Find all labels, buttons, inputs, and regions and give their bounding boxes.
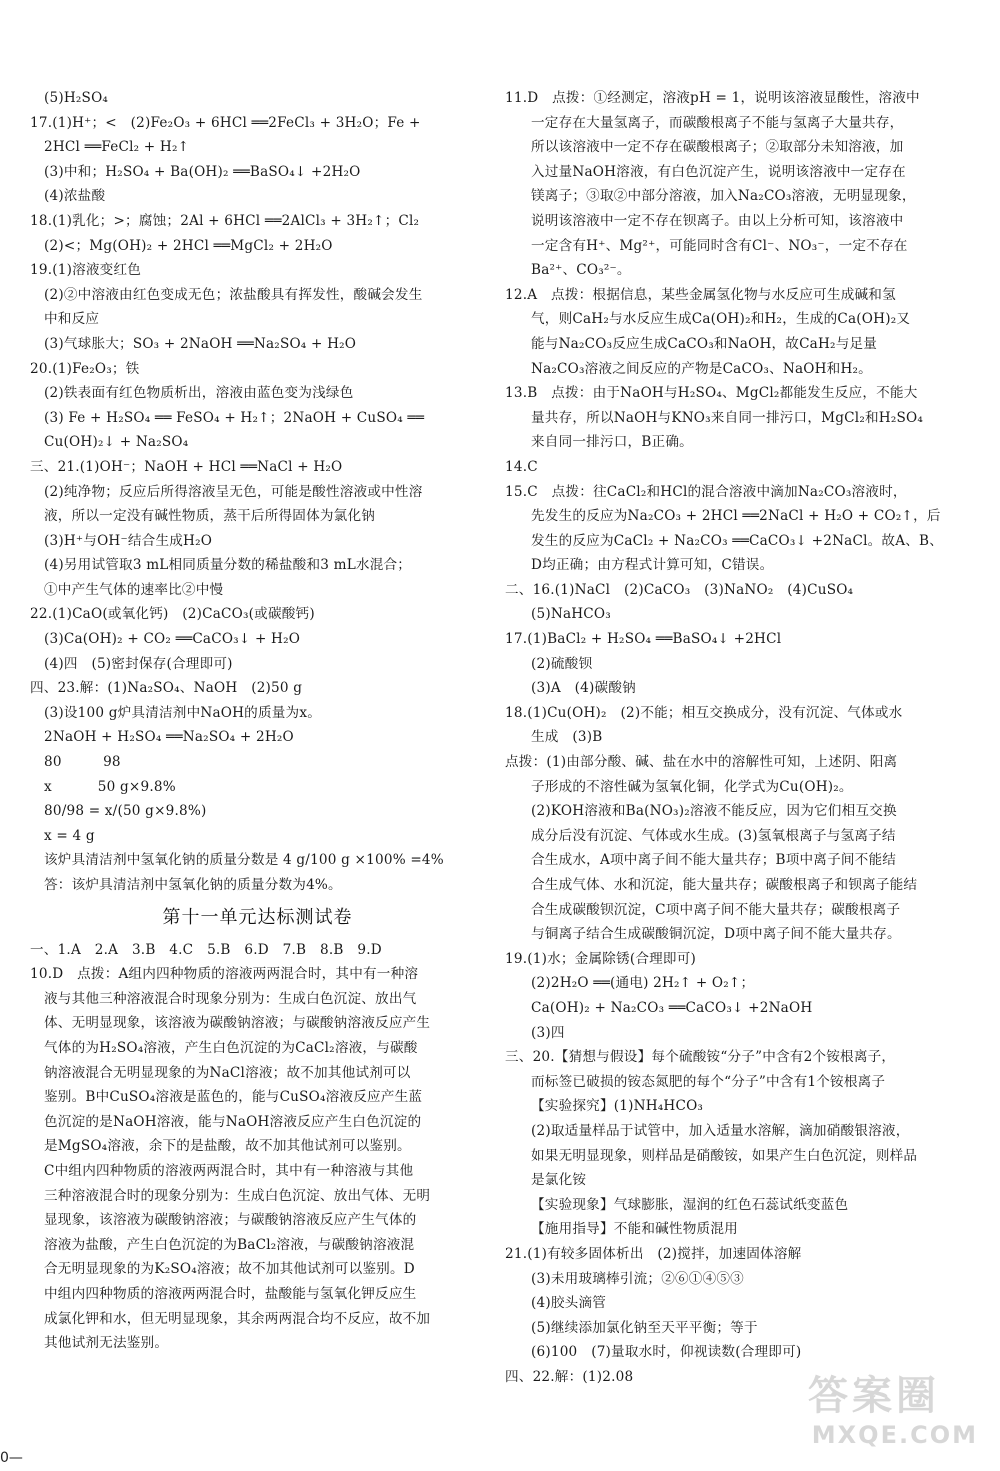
text-line: 答：该炉具清洁剂中氢氧化钠的质量分数为4%。 xyxy=(44,877,342,893)
text-line: 【实验现象】气球膨胀，湿润的红色石蕊试纸变蓝色 xyxy=(531,1196,849,1213)
text-line: (4)浓盐酸 xyxy=(44,188,106,205)
text-line: 所以该溶液中一定不存在碳酸根离子；②取部分未知溶液，加 xyxy=(531,139,904,156)
text-line: 合生成水，A项中离子间不能大量共存；B项中离子间不能结 xyxy=(531,852,897,869)
text-line: Na₂CO₃溶液之间反应的产物是CaCO₃、NaOH和H₂。 xyxy=(531,360,872,377)
text-line: 成分后没有沉淀、气体或水生成。(3)氢氧根离子与氢离子结 xyxy=(531,827,896,844)
text-line: Ca(OH)₂ + Na₂CO₃ ══CaCO₃↓ +2NaOH xyxy=(531,999,813,1016)
text-line: 钠溶液混合无明显现象的为NaCl溶液；故不加其他试剂可以 xyxy=(44,1064,411,1081)
text-line: (4)四 (5)密封保存(合理即可) xyxy=(44,655,233,672)
text-line: 13.B 点拨：由于NaOH与H₂SO₄、MgCl₂都能发生反应，不能大 xyxy=(505,385,918,402)
text-line: 是MgSO₄溶液，余下的是盐酸，故不加其他试剂可以鉴别。 xyxy=(44,1138,411,1155)
text-line: 先发生的反应为Na₂CO₃ + 2HCl ══2NaCl + H₂O + CO₂↑，后 xyxy=(531,508,941,525)
text-line: (2)②中溶液由红色变成无色；浓盐酸具有挥发性，酸碱会发生 xyxy=(44,286,423,303)
text-line: ①中产生气体的速率比②中慢 xyxy=(44,581,224,598)
watermark-logo: 答案圈 xyxy=(808,1373,940,1419)
text-line: (3)A (4)碳酸钠 xyxy=(531,680,636,697)
text-line: (3)中和；H₂SO₄ + Ba(OH)₂ ══BaSO₄↓ +2H₂O xyxy=(44,163,361,180)
right-column xyxy=(505,86,970,1389)
text-line: 色沉淀的是NaOH溶液，能与NaOH溶液反应产生白色沉淀的 xyxy=(44,1113,422,1130)
text-line: 一定存在大量氢离子，而碳酸根离子不能与氢离子大量共存， xyxy=(531,114,904,131)
text-line: 15.C 点拨：往CaCl₂和HCl的混合溶液中滴加Na₂CO₃溶液时， xyxy=(505,483,907,500)
text-line: (6)100 (7)量取水时，仰视读数(合理即可) xyxy=(531,1344,802,1361)
text-line: 显现象，该溶液为碳酸钠溶液；与碳酸钠溶液反应产生气体的 xyxy=(44,1212,417,1229)
text-line: 中组内四种物质的溶液两两混合时，盐酸能与氢氧化钾反应生 xyxy=(44,1285,417,1302)
text-line: (2)取适量样品于试管中，加入适量水溶解，滴加硝酸银溶液， xyxy=(531,1122,910,1139)
text-line: x = 4 g xyxy=(44,827,95,844)
text-line: 气，则CaH₂与水反应生成Ca(OH)₂和H₂，生成的Ca(OH)₂又 xyxy=(531,311,911,328)
text-line: 发生的反应为CaCl₂ + Na₂CO₃ ══CaCO₃↓ +2NaCl。故A、B、 xyxy=(531,532,944,549)
text-line: (5)NaHCO₃ xyxy=(531,606,611,623)
text-line: (2)铁表面有红色物质析出，溶液由蓝色变为浅绿色 xyxy=(44,385,354,402)
text-line: 该炉具清洁剂中氢氧化钠的质量分数是 4 g/100 g ×100% =4% xyxy=(44,852,444,869)
page-number: 0— xyxy=(0,1450,23,1466)
text-line: (4)胶头滴管 xyxy=(531,1295,607,1312)
text-line: (3)设100 g炉具清洁剂中NaOH的质量为x。 xyxy=(44,704,322,721)
text-line: 四、22.解：(1)2.08 xyxy=(505,1368,634,1385)
text-line: 生成 (3)B xyxy=(531,729,603,746)
text-line: 一、1.A 2.A 3.B 4.C 5.B 6.D 7.B 8.B 9.D xyxy=(30,941,382,958)
text-line: 21.(1)有较多固体析出 (2)搅拌，加速固体溶解 xyxy=(505,1245,802,1262)
text-line: 11.D 点拨：①经测定，溶液pH = 1，说明该溶液显酸性，溶液中 xyxy=(505,90,920,106)
text-line: D均正确；由方程式计算可知，C错误。 xyxy=(531,557,774,574)
text-line: 说明该溶液中一定不存在钡离子。由以上分析可知，该溶液中 xyxy=(531,212,904,229)
text-line: 是氯化铵 xyxy=(531,1172,587,1189)
section-title: 第十一单元达标测试卷 xyxy=(162,906,353,928)
text-line: 与铜离子结合生成碳酸铜沉淀，D项中离子间不能大量共存。 xyxy=(531,926,901,943)
text-line: 量共存，所以NaOH与KNO₃来自同一排污口，MgCl₂和H₂SO₄ xyxy=(531,409,923,426)
text-line: 气体的为H₂SO₄溶液，产生白色沉淀的为CaCl₂溶液，与碳酸 xyxy=(44,1039,418,1056)
text-line: Ba²⁺、CO₃²⁻。 xyxy=(531,262,631,279)
text-line: 18.(1)乳化；>；腐蚀；2Al + 6HCl ══2AlCl₃ + 3H₂↑；Cl₂ xyxy=(30,212,420,229)
text-line: 18.(1)Cu(OH)₂ (2)不能；相互交换成分，没有沉淀、气体或水 xyxy=(505,704,903,721)
watermark-url: MXQE.COM xyxy=(811,1421,978,1449)
text-line: (2)纯净物；反应后所得溶液呈无色，可能是酸性溶液或中性溶 xyxy=(44,483,423,500)
text-line: 体、无明显现象，该溶液为碳酸钠溶液；与碳酸钠溶液反应产生 xyxy=(44,1015,431,1032)
text-line: 三、20.【猜想与假设】每个硫酸铵“分子”中含有2个铵根离子， xyxy=(505,1049,896,1066)
text-line: 合生成气体、水和沉淀，能大量共存；碳酸根离子和钡离子能结 xyxy=(531,877,918,893)
text-line: (2)硫酸钡 xyxy=(531,655,593,672)
text-line: 成氯化钾和水，但无明显现象，其余两两混合均不反应，故不加 xyxy=(44,1310,431,1327)
text-line: 【施用指导】不能和碱性物质混用 xyxy=(531,1221,738,1238)
text-line: 而标签已破损的铵态氮肥的每个“分子”中含有1个铵根离子 xyxy=(531,1073,886,1090)
text-line: 19.(1)溶液变红色 xyxy=(30,262,142,279)
text-line: 2HCl ══FeCl₂ + H₂↑ xyxy=(44,139,190,156)
text-line: (2)2H₂O ══(通电) 2H₂↑ + O₂↑； xyxy=(531,975,755,992)
text-line: 三、21.(1)OH⁻；NaOH + HCl ══NaCl + H₂O xyxy=(30,458,343,475)
text-line: (3)气球胀大；SO₃ + 2NaOH ══Na₂SO₄ + H₂O xyxy=(44,335,357,352)
text-line: 20.(1)Fe₂O₃；铁 xyxy=(30,360,140,377)
text-line: (5)H₂SO₄ xyxy=(44,90,109,106)
text-line: (2)KOH溶液和Ba(NO₃)₂溶液不能反应，因为它们相互交换 xyxy=(531,803,897,820)
text-line: 能与Na₂CO₃反应生成CaCO₃和NaOH，故CaH₂与足量 xyxy=(531,335,878,352)
text-line: (5)继续添加氯化钠至天平平衡；等于 xyxy=(531,1319,758,1336)
text-line: 80/98 = x/(50 g×9.8%) xyxy=(44,803,207,820)
text-line: 17.(1)BaCl₂ + H₂SO₄ ══BaSO₄↓ +2HCl xyxy=(505,631,782,648)
text-line: 合无明显现象的为K₂SO₄溶液；故不加其他试剂可以鉴别。D xyxy=(44,1261,415,1278)
text-line: Cu(OH)₂↓ + Na₂SO₄ xyxy=(44,434,189,451)
text-line: C中组内四种物质的溶液两两混合时，其中有一种溶液与其他 xyxy=(44,1162,414,1179)
text-line: 镁离子；③取②中部分溶液，加入Na₂CO₃溶液，无明显现象， xyxy=(531,188,916,205)
text-line: 如果无明显现象，则样品是硝酸铵，如果产生白色沉淀，则样品 xyxy=(531,1147,918,1164)
text-line: 鉴别。B中CuSO₄溶液是蓝色的，能与CuSO₄溶液反应产生蓝 xyxy=(44,1089,423,1106)
text-line: 合生成碳酸钡沉淀，C项中离子间不能大量共存；碳酸根离子 xyxy=(531,901,901,918)
text-line: 入过量NaOH溶液，有白色沉淀产生，说明该溶液中一定存在 xyxy=(531,163,906,180)
text-line: 来自同一排污口，B正确。 xyxy=(531,434,693,451)
text-line: 19.(1)水；金属除锈(合理即可) xyxy=(505,950,697,967)
text-line: 12.A 点拨：根据信息，某些金属氢化物与水反应可生成碱和氢 xyxy=(505,286,896,303)
left-column xyxy=(30,86,485,1356)
text-line: (3)四 xyxy=(531,1024,565,1041)
text-line: 10.D 点拨：A组内四种物质的溶液两两混合时，其中有一种溶 xyxy=(30,966,419,983)
text-line: 【实验探究】(1)NH₄HCO₃ xyxy=(531,1098,704,1115)
text-line: 四、23.解：(1)Na₂SO₄、NaOH (2)50 g xyxy=(30,680,303,697)
text-line: 液，所以一定没有碱性物质，蒸干后所得固体为氯化钠 xyxy=(44,508,376,525)
text-line: 14.C xyxy=(505,458,538,475)
text-line: 其他试剂无法鉴别。 xyxy=(44,1335,169,1352)
text-line: (4)另用试管取3 mL相同质量分数的稀盐酸和3 mL水混合； xyxy=(44,557,412,574)
text-line: 2NaOH + H₂SO₄ ══Na₂SO₄ + 2H₂O xyxy=(44,729,294,746)
text-line: 80 98 xyxy=(44,754,121,771)
text-line: 22.(1)CaO(或氧化钙) (2)CaCO₃(或碳酸钙) xyxy=(30,606,315,623)
text-line: 子形成的不溶性碱为氢氧化铜，化学式为Cu(OH)₂。 xyxy=(531,778,853,795)
watermark xyxy=(808,1372,988,1458)
text-line: 17.(1)H⁺；< (2)Fe₂O₃ + 6HCl ══2FeCl₃ + 3H₂O；Fe + xyxy=(30,114,421,131)
text-line: 二、16.(1)NaCl (2)CaCO₃ (3)NaNO₂ (4)CuSO₄ xyxy=(505,581,854,598)
text-line: 中和反应 xyxy=(44,311,100,328)
text-line: (3)未用玻璃棒引流；②⑥①④⑤③ xyxy=(531,1270,744,1287)
text-line: (2)<；Mg(OH)₂ + 2HCl ══MgCl₂ + 2H₂O xyxy=(44,237,333,254)
text-line: (3)Ca(OH)₂ + CO₂ ══CaCO₃↓ + H₂O xyxy=(44,631,301,648)
text-line: (3)H⁺与OH⁻结合生成H₂O xyxy=(44,532,213,549)
text-line: 点拨：(1)由部分酸、碱、盐在水中的溶解性可知，上述阴、阳离 xyxy=(505,754,898,771)
text-line: (3) Fe + H₂SO₄ ══ FeSO₄ + H₂↑；2NaOH + CuSO₄ ══ xyxy=(44,409,425,426)
text-line: 三种溶液混合时的现象分别为：生成白色沉淀、放出气体、无明 xyxy=(44,1187,431,1204)
text-line: 液与其他三种溶液混合时现象分别为：生成白色沉淀、放出气 xyxy=(44,990,417,1007)
text-line: x 50 g×9.8% xyxy=(44,778,176,795)
text-line: 溶液为盐酸，产生白色沉淀的为BaCl₂溶液，与碳酸钠溶液混 xyxy=(44,1236,415,1253)
text-line: 一定含有H⁺、Mg²⁺，可能同时含有Cl⁻、NO₃⁻，一定不存在 xyxy=(531,237,908,254)
